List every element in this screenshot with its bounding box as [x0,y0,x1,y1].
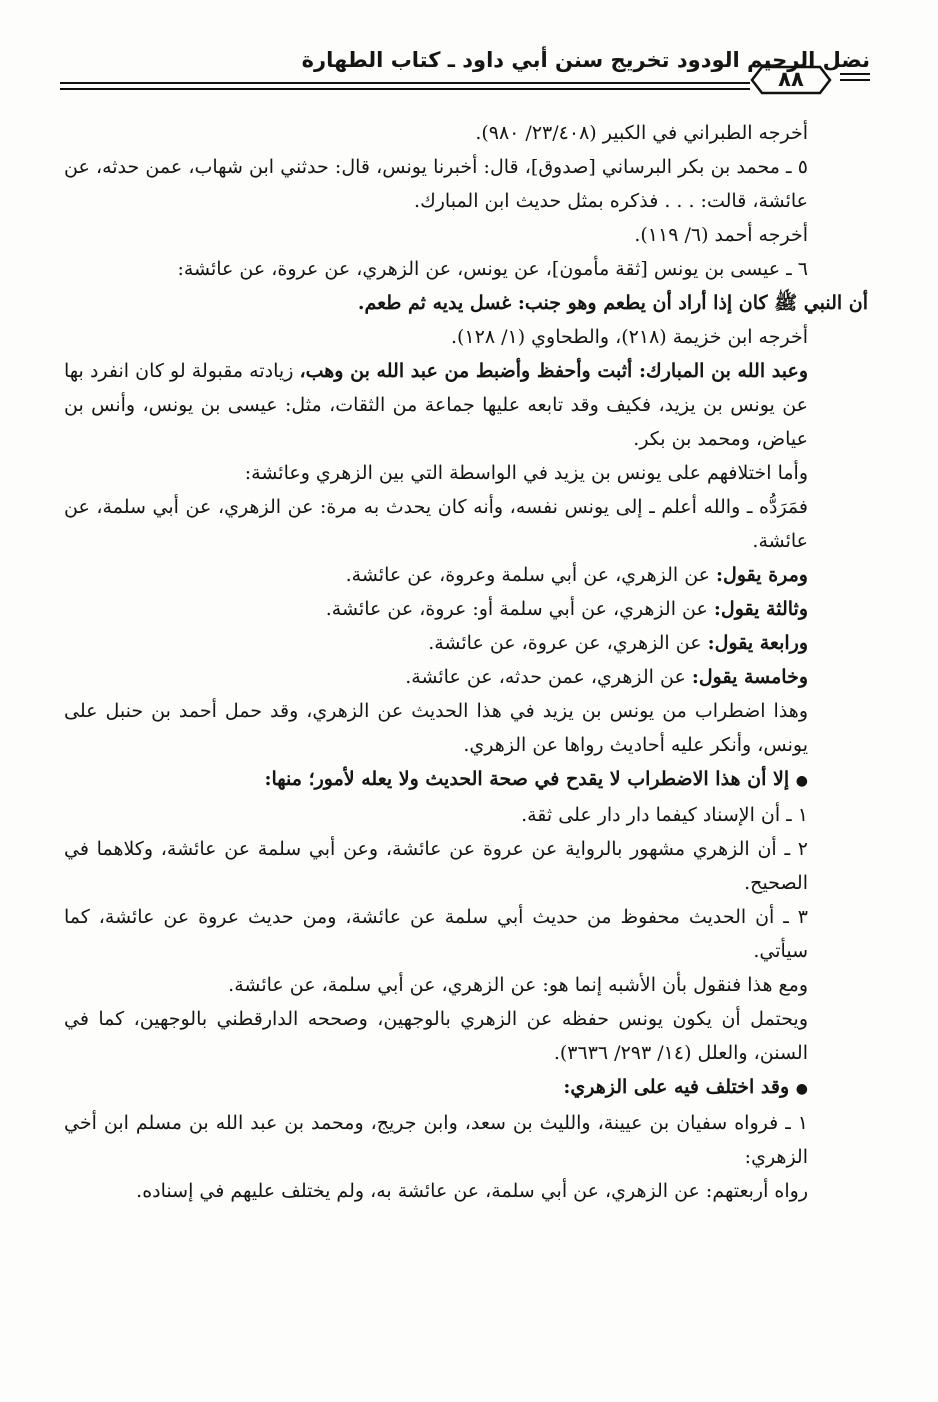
text-line: وأما اختلافهم على يونس بن يزيد في الواسطة التي بين الزهري وعائشة: [244,462,808,484]
page-body [64,116,868,1208]
paragraph [64,592,868,626]
heading-text: وقد اختلف فيه على الزهري: [563,1076,790,1098]
text-line: ٥ ـ محمد بن بكر البرساني [صدوق]، قال: أخبرنا يونس، قال: حدثني ابن شهاب، عمن حدثه، عن عائشة، قالت: . . . فذكره بمثل حديث ابن المبارك. [64,156,808,212]
text-line: أخرجه ابن خزيمة (٢١٨)، والطحاوي (١/ ١٢٨). [450,326,808,348]
text-span: عن الزهري، عن أبي سلمة أو: عروة، عن عائشة. [325,598,714,620]
text-line: وهذا اضطراب من يونس بن يزيد في هذا الحديث عن الزهري، وقد حمل أحمد بن حنبل على يونس، وأنكر عليه أحاديث رواها عن الزهري. [64,700,808,756]
text-line: ١ ـ فرواه سفيان بن عيينة، والليث بن سعد، وابن جريج، ومحمد بن عبد الله بن مسلم ابن أخي الزهري: [64,1112,808,1168]
page-number: ٨٨ [778,67,804,91]
heading-text: إلا أن هذا الاضطراب لا يقدح في صحة الحديث ولا يعله لأمور؛ منها: [264,768,790,790]
bold-phrase: وعبد الله بن المبارك: أثبت وأحفظ وأضبط من عبد الله بن وهب، [299,360,808,382]
header-rule-left-2 [60,88,750,90]
bold-phrase: ورابعة يقول: [707,632,808,654]
text-span: زيادته مقبولة لو كان انفرد بها عن يونس بن يزيد، فكيف وقد تابعه عليها جماعة من الثقات، مثل: عيسى بن يونس، وأنس بن عياض، ومحمد بن بكر. [64,360,808,450]
running-title: نضل الرحيم الودود تخريج سنن أبي داود ـ كتاب الطهارة [301,48,870,72]
bold-phrase: ومرة يقول: [716,564,808,586]
text-line: ٢ ـ أن الزهري مشهور بالرواية عن عروة عن عائشة، وعن أبي سلمة عن عائشة، وكلاهما في الصحيح. [64,838,808,894]
text-line: ١ ـ أن الإسناد كيفما دار دار على ثقة. [521,804,808,826]
paragraph [64,660,868,694]
page-number-badge [748,63,834,97]
text-line: رواه أربعتهم: عن الزهري، عن أبي سلمة، عن عائشة به، ولم يختلف عليهم في إسناده. [136,1180,808,1202]
section-heading [64,1070,868,1106]
text-line: أخرجه الطبراني في الكبير (٢٣/٤٠٨/ ٩٨٠). [475,122,808,144]
header-rule-left [60,82,750,84]
paragraph [64,354,868,456]
text-line: أخرجه أحمد (٦/ ١١٩). [634,224,808,246]
paragraph [64,558,868,592]
paragraph [64,626,868,660]
text-span: عن الزهري، عمن حدثه، عن عائشة. [405,666,692,688]
text-span: عن الزهري، عن أبي سلمة وعروة، عن عائشة. [345,564,717,586]
header-rule-right-2 [840,79,870,81]
bold-phrase: وثالثة يقول: [713,598,808,620]
bold-phrase: وخامسة يقول: [691,666,808,688]
bullet-icon: ● [795,773,808,789]
bullet-icon: ● [795,1081,808,1097]
page-header [60,48,870,104]
hadith-text: أن النبي ﷺ كان إذا أراد أن يطعم وهو جنب: غسل يديه ثم طعم. [357,292,868,314]
text-line: ومع هذا فنقول بأن الأشبه إنما هو: عن الزهري، عن أبي سلمة، عن عائشة. [228,974,808,996]
header-rule-right [840,73,870,75]
text-line: فمَرَدُّه ـ والله أعلم ـ إلى يونس نفسه، وأنه كان يحدث به مرة: عن الزهري، عن أبي سلمة، عن عائشة. [64,496,808,552]
text-line: ٦ ـ عيسى بن يونس [ثقة مأمون]، عن يونس، عن الزهري، عن عروة، عن عائشة: [177,258,808,280]
text-line: ويحتمل أن يكون يونس حفظه عن الزهري بالوجهين، وصححه الدارقطني بالوجهين، كما في السنن، والعلل (١٤/ ٢٩٣/ ٣٦٣٦). [64,1008,808,1064]
text-line: ٣ ـ أن الحديث محفوظ من حديث أبي سلمة عن عائشة، ومن حديث عروة عن عائشة، كما سيأتي. [64,906,808,962]
text-span: عن الزهري، عن عروة، عن عائشة. [428,632,708,654]
section-heading [64,762,868,798]
